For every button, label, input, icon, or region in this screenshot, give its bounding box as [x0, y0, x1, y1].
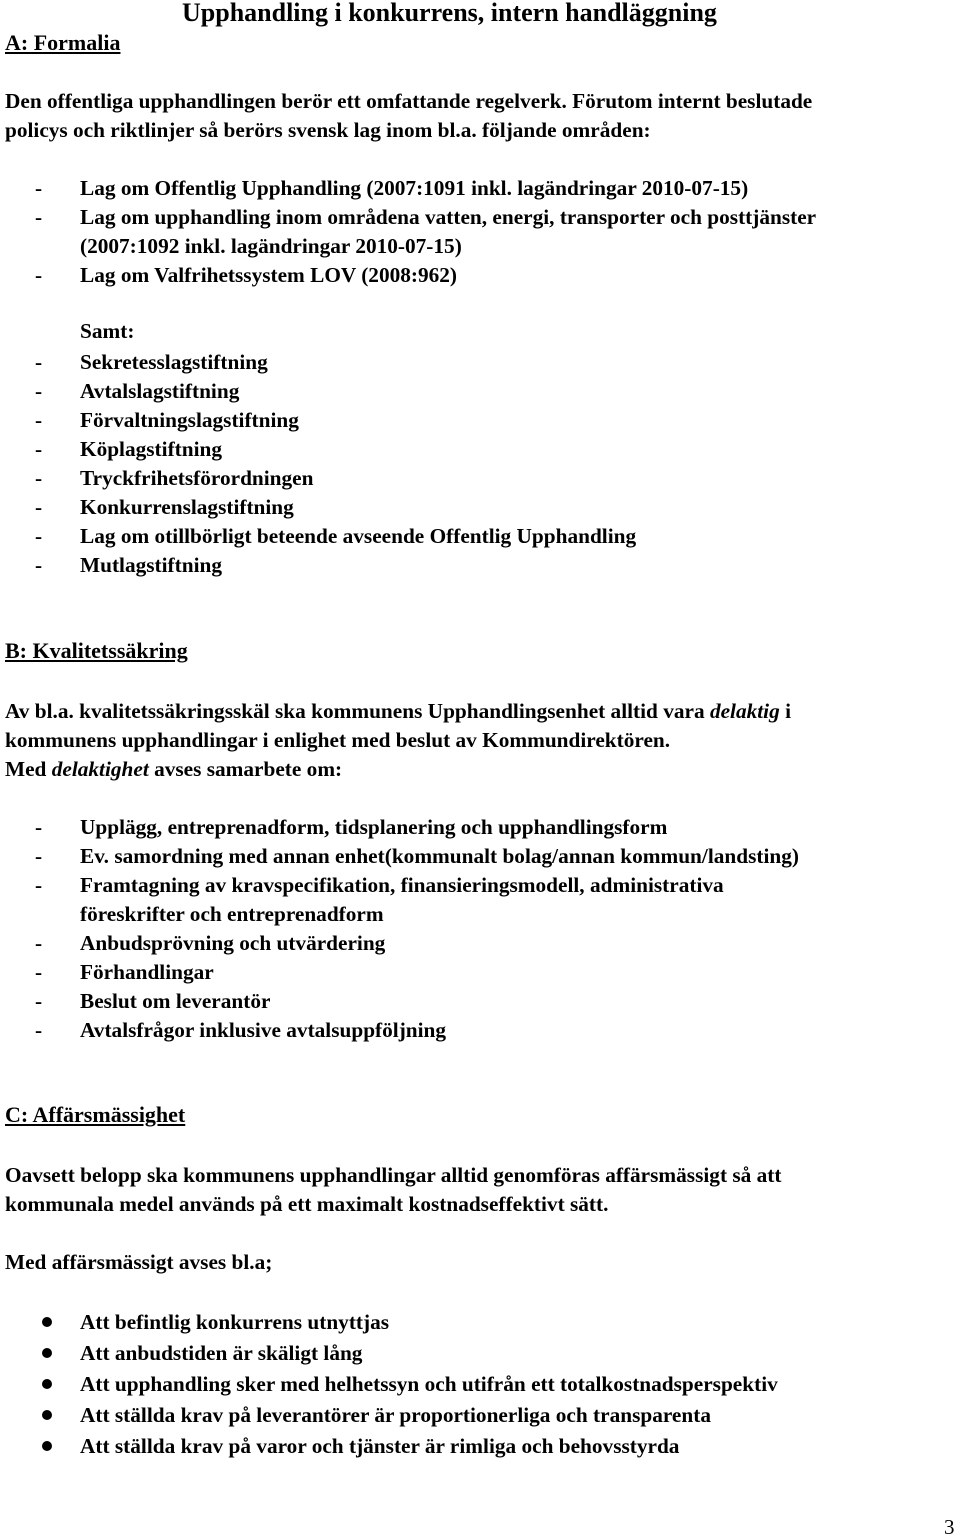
law-item-text: (2007:1092 inkl. lagändringar 2010-07-15) [80, 234, 462, 258]
legislation-item-text: Lag om otillbörligt beteende avseende Offentlig Upphandling [80, 524, 637, 548]
law-item-text: Lag om Offentlig Upphandling (2007:1091 inkl. lagändringar 2010-07-15) [80, 176, 749, 200]
emphasis: delaktig [709, 699, 780, 723]
list-item [5, 1338, 778, 1369]
law-list [5, 174, 816, 290]
bullet-icon [42, 1348, 52, 1358]
legislation-item-text: Tryckfrihetsförordningen [80, 466, 314, 490]
list-item: - Köplagstiftning [35, 437, 223, 461]
section-a-intro-line: Den offentliga upphandlingen berör ett omfattande regelverk. Förutom internt beslutade [5, 89, 813, 113]
cooperation-list [5, 813, 799, 1045]
cooperation-item-text: Beslut om leverantör [80, 989, 271, 1013]
section-a-intro-line: policys och riktlinjer så berörs svensk lag inom bl.a. följande områden: [5, 118, 651, 142]
cooperation-item-text: Förhandlingar [80, 960, 214, 984]
list-item [5, 1369, 778, 1400]
bullet-icon [42, 1410, 52, 1420]
legislation-item-text: Köplagstiftning [80, 437, 223, 461]
emphasis: delaktighet [51, 757, 149, 781]
list-item: - Ev. samordning med annan enhet(kommunalt bolag/annan kommun/landsting) [35, 844, 799, 868]
section-c-line: Oavsett belopp ska kommunens upphandlingar alltid genomföras affärsmässigt så att [5, 1163, 782, 1187]
list-item [5, 1431, 778, 1462]
business-bullet-list [5, 1307, 778, 1462]
page-title: Upphandling i konkurrens, intern handläggning [182, 0, 717, 27]
section-c-lead: Med affärsmässigt avses bl.a; [5, 1250, 273, 1274]
list-item: - Lag om Offentlig Upphandling (2007:1091 inkl. lagändringar 2010-07-15) [35, 176, 749, 200]
also-label: Samt: [80, 319, 135, 343]
list-item: - Sekretesslagstiftning [35, 350, 268, 374]
list-item: - Avtalsfrågor inklusive avtalsuppföljning [35, 1018, 447, 1042]
bullet-icon [42, 1441, 52, 1451]
bullet-item-text: Att befintlig konkurrens utnyttjas [80, 1310, 390, 1334]
cooperation-item-text: Avtalsfrågor inklusive avtalsuppföljning [80, 1018, 447, 1042]
list-item: - Förvaltningslagstiftning [35, 408, 299, 432]
list-item: - Mutlagstiftning [35, 553, 222, 577]
list-item: - Lag om otillbörligt beteende avseende Offentlig Upphandling [35, 524, 637, 548]
list-item: - Anbudsprövning och utvärdering [35, 931, 386, 955]
legislation-item-text: Konkurrenslagstiftning [80, 495, 294, 519]
bullet-item-text: Att upphandling sker med helhetssyn och utifrån ett totalkostnadsperspektiv [80, 1372, 778, 1396]
bullet-item-text: Att anbudstiden är skäligt lång [80, 1341, 363, 1365]
bullet-icon [42, 1317, 52, 1327]
bullet-item-text: Att ställda krav på varor och tjänster är rimliga och behovsstyrda [80, 1434, 680, 1458]
page-number: 3 [944, 1515, 955, 1539]
cooperation-item-text: föreskrifter och entreprenadform [80, 902, 384, 926]
section-c-paragraph [5, 1161, 781, 1219]
legislation-item-text: Mutlagstiftning [80, 553, 222, 577]
cooperation-item-text: Anbudsprövning och utvärdering [80, 931, 386, 955]
section-b-line: kommunens upphandlingar i enlighet med beslut av Kommundirektören. [5, 728, 671, 752]
list-item [5, 1307, 778, 1338]
section-a-heading: A: Formalia [5, 30, 121, 55]
bullet-item-text: Att ställda krav på leverantörer är proportionerliga och transparenta [80, 1403, 711, 1427]
list-item [5, 1400, 778, 1431]
legislation-item-text: Avtalslagstiftning [80, 379, 240, 403]
cooperation-item-text: Ev. samordning med annan enhet(kommunalt bolag/annan kommun/landsting) [80, 844, 799, 868]
legislation-item-text: Sekretesslagstiftning [80, 350, 268, 374]
section-a-intro [5, 87, 812, 145]
section-c-heading: C: Affärsmässighet [5, 1102, 186, 1127]
list-item: - Tryckfrihetsförordningen [35, 466, 314, 490]
list-item: - Förhandlingar [35, 960, 214, 984]
list-item: - Upplägg, entreprenadform, tidsplanering och upphandlingsform [35, 815, 668, 839]
cooperation-item-text: Upplägg, entreprenadform, tidsplanering och upphandlingsform [80, 815, 668, 839]
cooperation-item-text: Framtagning av kravspecifikation, finansieringsmodell, administrativa [80, 873, 724, 897]
list-item: - Avtalslagstiftning [35, 379, 240, 403]
law-item-text: Lag om upphandling inom områdena vatten, energi, transporter och posttjänster [80, 205, 817, 229]
legislation-list [5, 348, 636, 580]
section-b-line: Av bl.a. kvalitetssäkringsskäl ska kommunens Upphandlingsenhet alltid vara delaktig i [5, 699, 792, 723]
section-b-line: Med delaktighet avses samarbete om: [5, 757, 343, 781]
bullet-icon [42, 1379, 52, 1389]
list-item: - Framtagning av kravspecifikation, finansieringsmodell, administrativa föreskrifter och entreprenadform [35, 873, 724, 926]
legislation-item-text: Förvaltningslagstiftning [80, 408, 299, 432]
law-item-text: Lag om Valfrihetssystem LOV (2008:962) [80, 263, 458, 287]
list-item: - Lag om upphandling inom områdena vatten, energi, transporter och posttjänster (2007:1092 inkl. lagändringar 2010-07-15) [35, 205, 817, 258]
list-item: - Lag om Valfrihetssystem LOV (2008:962) [35, 263, 458, 287]
section-c-line: kommunala medel används på ett maximalt kostnadseffektivt sätt. [5, 1192, 609, 1216]
list-item: - Konkurrenslagstiftning [35, 495, 294, 519]
section-b-paragraph [5, 697, 791, 784]
section-b-heading: B: Kvalitetssäkring [5, 638, 188, 663]
list-item: - Beslut om leverantör [35, 989, 271, 1013]
